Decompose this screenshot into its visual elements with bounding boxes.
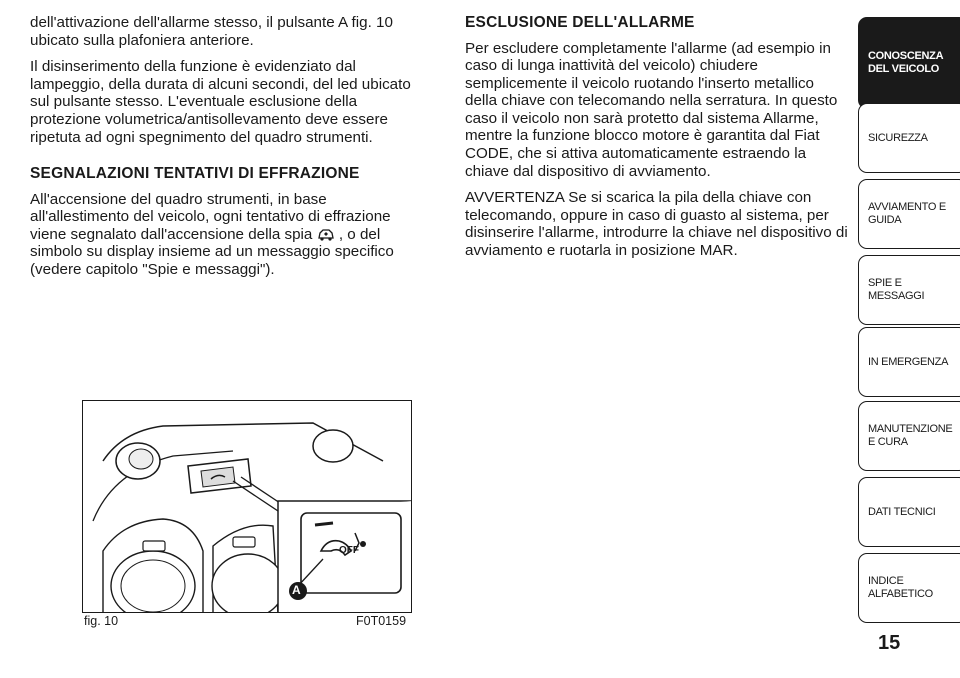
tab-label: IN EMERGENZA — [868, 355, 949, 368]
figure-ceiling-light — [82, 400, 412, 613]
section-heading: ESCLUSIONE DELL'ALLARME — [465, 14, 695, 31]
right-column — [465, 14, 850, 269]
tab-spie-e-messaggi[interactable] — [858, 255, 960, 325]
tab-conoscenza-del-veicolo[interactable] — [858, 17, 960, 109]
tab-label: SICUREZZA — [868, 131, 928, 144]
left-column — [30, 14, 428, 288]
tab-label: MANUTENZIONE E CURA — [868, 423, 953, 448]
page-number: 15 — [878, 632, 901, 654]
paragraph-text: , o del simbolo su display insieme ad un messaggio specifico (vedere capitolo "Spie e messaggi"). — [30, 225, 394, 279]
alarm-car-icon — [317, 227, 335, 242]
paragraph — [30, 191, 428, 279]
tab-label: SPIE E MESSAGGI — [868, 277, 925, 302]
ceiling-light-illustration — [83, 401, 412, 613]
tab-avviamento-e-guida[interactable] — [858, 179, 960, 249]
paragraph: AVVERTENZA Se si scarica la pila della chiave con telecomando, oppure in caso di guasto al sistema, per disinserire l'allarme, introdurre la chiave nel dispositivo di avviamento e ruotarla in posizione MAR. — [465, 189, 848, 260]
tab-manutenzione-e-cura[interactable] — [858, 401, 960, 471]
tab-in-emergenza[interactable] — [858, 327, 960, 397]
tab-label: INDICE ALFABETICO — [868, 575, 933, 600]
tab-dati-tecnici[interactable] — [858, 477, 960, 547]
section-heading: SEGNALAZIONI TENTATIVI DI EFFRAZIONE — [30, 165, 360, 183]
tab-sicurezza[interactable] — [858, 103, 960, 173]
paragraph: Per escludere completamente l'allarme (ad esempio in caso di lunga inattività del veicolo) chiudere semplicemente il veicolo ruotando l'inserto metallico della chiave con telecomando nella serratura. In questo caso il veicolo non sarà protetto dal sistema Allarme, mentre la funzione blocco motore è garantita dal Fiat CODE, che si attiva automaticamente estraendo la chiave dal dispositivo di avviamento. — [465, 39, 838, 180]
tab-label: DATI TECNICI — [868, 505, 936, 518]
paragraph-text: All'accensione del quadro strumenti, in base all'allestimento del veicolo, ogni tentativo di effrazione viene segnalato dall'accensione della spia — [30, 190, 391, 243]
figure-code: F0T0159 — [356, 614, 407, 628]
paragraph: Il disinserimento della funzione è evidenziato dal lampeggio, della durata di alcuni secondi, del led ubicato sul pulsante stesso. L'eventuale esclusione della protezione volumetrica/antisollevamento deve essere ripetuta ad ogni spegnimento del quadro strumenti. — [30, 58, 411, 146]
paragraph: dell'attivazione dell'allarme stesso, il pulsante A fig. 10 ubicato sulla plafoniera anteriore. — [30, 14, 393, 49]
button-off-label: OFF — [339, 545, 359, 556]
figure-label: fig. 10 — [84, 614, 119, 628]
chapter-tabs — [858, 17, 960, 637]
callout-a: A — [292, 583, 301, 597]
tab-label: AVVIAMENTO E GUIDA — [868, 201, 946, 226]
tab-indice-alfabetico[interactable] — [858, 553, 960, 623]
tab-label: CONOSCENZA DEL VEICOLO — [868, 50, 943, 75]
